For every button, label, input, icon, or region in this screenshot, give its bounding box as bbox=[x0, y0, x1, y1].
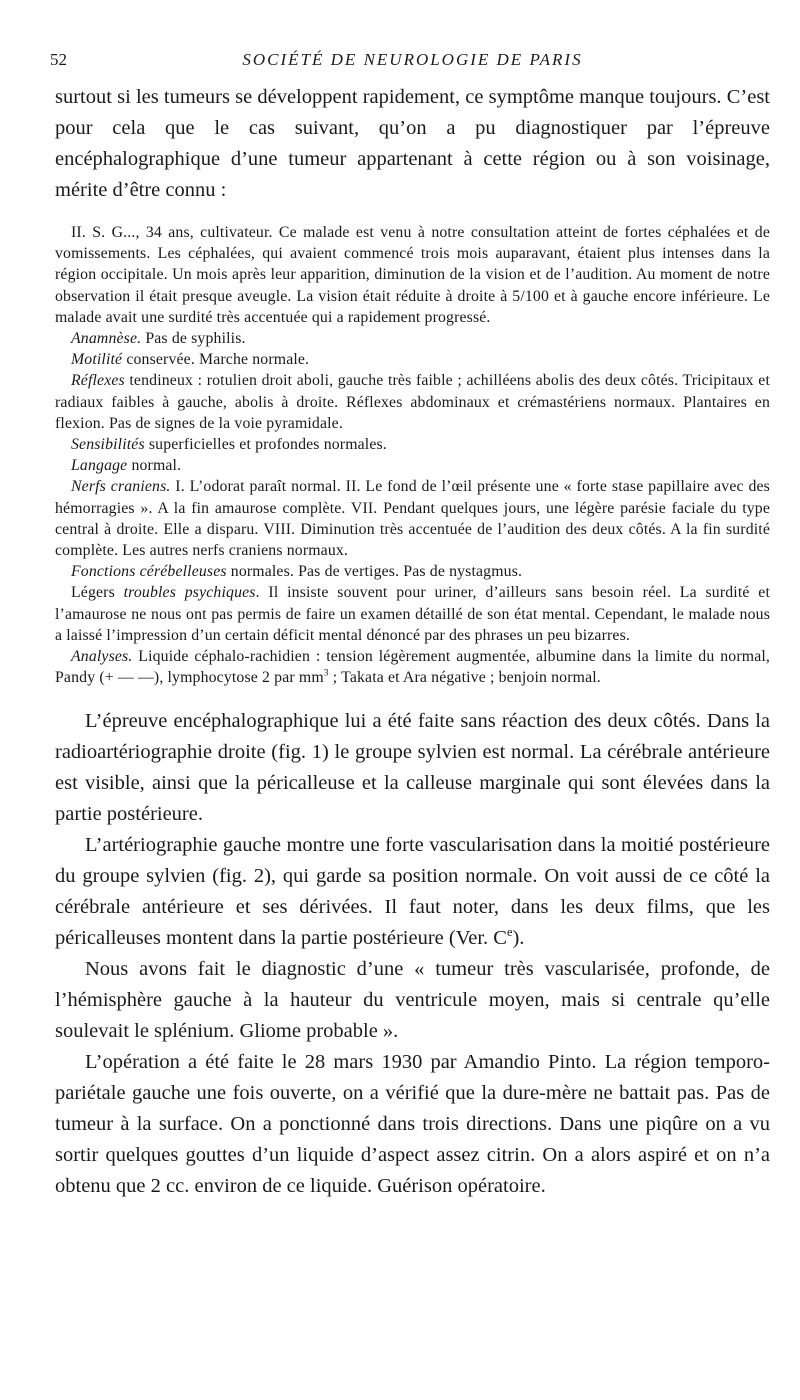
case-fonctions bbox=[55, 561, 770, 582]
case-nerfs bbox=[55, 476, 770, 561]
langage-text: normal. bbox=[127, 457, 182, 475]
case-reflexes bbox=[55, 370, 770, 434]
arteriography-text-before: L’artériographie gauche montre une forte vascularisation dans la moitié postérieure du groupe sylvien (fig. 2), qui garde sa position normale. On voit aussi de ce côté la cérébrale antérieure et ses dérivées. Il faut noter, dans les deux films, que les péricalleuses montent dans la partie postérieure (Ver. C bbox=[55, 834, 770, 950]
case-analyses bbox=[55, 646, 770, 688]
case-report bbox=[55, 222, 770, 688]
troubles-pre: Légers bbox=[71, 584, 124, 602]
sensibilites-text: superficielles et profondes normales. bbox=[144, 436, 387, 454]
page bbox=[50, 50, 770, 1202]
nerfs-label: Nerfs craniens. bbox=[71, 478, 171, 496]
troubles-label: troubles psychiques bbox=[123, 584, 256, 602]
paragraph-encephalography: L’épreuve encéphalographique lui a été faite sans réaction des deux côtés. Dans la radioartériographie droite (fig. 1) le groupe sylvien est normal. La cérébrale antérieure est visible, ainsi que la péricalleuse et la calleuse marginale qui sont élevées dans la partie postérieure. bbox=[55, 710, 770, 826]
case-anamnese bbox=[55, 328, 770, 349]
discussion bbox=[55, 706, 770, 1202]
arteriography-text-after: ). bbox=[512, 927, 525, 950]
arteriography-superscript: e bbox=[506, 925, 513, 940]
analyses-text-after: ; Takata et Ara négative ; benjoin normal. bbox=[328, 669, 601, 687]
analyses-superscript: 3 bbox=[323, 669, 329, 679]
troubles-text: . Il insiste souvent pour uriner, d’ailleurs sans besoin réel. La surdité et l’amaurose ne nous ont pas permis de faire un examen détaillé de son état mental. Cependant, le malade nous a laissé l’impression d’un certain déficit mental dénoncé par des phrases un peu bizarres. bbox=[55, 584, 770, 644]
analyses-label: Analyses. bbox=[71, 648, 133, 666]
paragraph-arteriography bbox=[55, 830, 770, 954]
analyses-text-before: Liquide céphalo-rachidien : tension légèrement augmentée, albumine dans la limite du normal, Pandy (+ — —), lymphocytose 2 par mm bbox=[55, 648, 770, 687]
case-motilite bbox=[55, 349, 770, 370]
fonctions-text: normales. Pas de vertiges. Pas de nystagmus. bbox=[226, 563, 523, 581]
case-sensibilites bbox=[55, 434, 770, 455]
langage-label: Langage bbox=[71, 457, 128, 475]
intro-paragraph bbox=[55, 82, 770, 206]
motilite-text: conservée. Marche normale. bbox=[122, 351, 310, 369]
reflexes-text: tendineux : rotulien droit aboli, gauche très faible ; achilléens abolis des deux côtés. Tricipitaux et radiaux faibles à gauche, abolis à droite. Réflexes abdominaux et crémastériens normaux. Plantaires en flexion. Pas de signes de la voie pyramidale. bbox=[55, 372, 770, 432]
paragraph-diagnosis: Nous avons fait le diagnostic d’une « tumeur très vascularisée, profonde, de l’hémisphère gauche à la hauteur du ventricule moyen, mais si centrale qu’elle soulevait le splénium. Gliome probable ». bbox=[55, 958, 770, 1043]
case-observation: II. S. G..., 34 ans, cultivateur. Ce malade est venu à notre consultation atteint de fortes céphalées et de vomissements. Les céphalées, qui avaient commencé trois mois auparavant, étaient plus intenses dans la région occipitale. Un mois après leur apparition, diminution de la vision et de l’audition. Au moment de notre observation il était presque aveugle. La vision était réduite à droite à 5/100 et à gauche encore inférieure. Le malade avait une surdité très accentuée qui a rapidement progressé. bbox=[55, 224, 770, 326]
case-langage bbox=[55, 455, 770, 476]
intro-text: surtout si les tumeurs se développent rapidement, ce symptôme manque toujours. C’est pour cela que le cas suivant, qu’on a pu diagnostiquer par l’épreuve encéphalographique d’une tumeur appartenant à cette région ou à son voisinage, mérite d’être connu : bbox=[55, 86, 770, 201]
sensibilites-label: Sensibilités bbox=[71, 436, 145, 454]
anamnese-text: Pas de syphilis. bbox=[141, 330, 246, 348]
motilite-label: Motilité bbox=[71, 351, 123, 369]
fonctions-label: Fonctions cérébelleuses bbox=[71, 563, 227, 581]
nerfs-text: I. L’odorat paraît normal. II. Le fond de l’œil présente une « forte stase papillaire avec des hémorragies ». A la fin amaurose complète. VII. Pendant quelques jours, une légère parésie faciale du type central à droite. Elle a disparu. VIII. Diminution très accentuée de l’audition des deux côtés. A la fin surdité complète. Les autres nerfs craniens normaux. bbox=[55, 478, 770, 560]
page-number: 52 bbox=[50, 50, 67, 69]
case-troubles bbox=[55, 582, 770, 646]
reflexes-label: Réflexes bbox=[71, 372, 125, 390]
page-header bbox=[50, 50, 770, 76]
anamnese-label: Anamnèse. bbox=[71, 330, 142, 348]
running-title: SOCIÉTÉ DE NEUROLOGIE DE PARIS bbox=[242, 50, 583, 69]
paragraph-operation: L’opération a été faite le 28 mars 1930 par Amandio Pinto. La région temporo-pariétale gauche une fois ouverte, on a vérifié que la dure-mère ne battait pas. Pas de tumeur à la surface. On a ponctionné dans trois directions. Dans une piqûre on a vu sortir quelques gouttes d’un liquide d’aspect assez citrin. On a alors aspiré et on n’a obtenu que 2 cc. environ de ce liquide. Guérison opératoire. bbox=[55, 1051, 770, 1198]
